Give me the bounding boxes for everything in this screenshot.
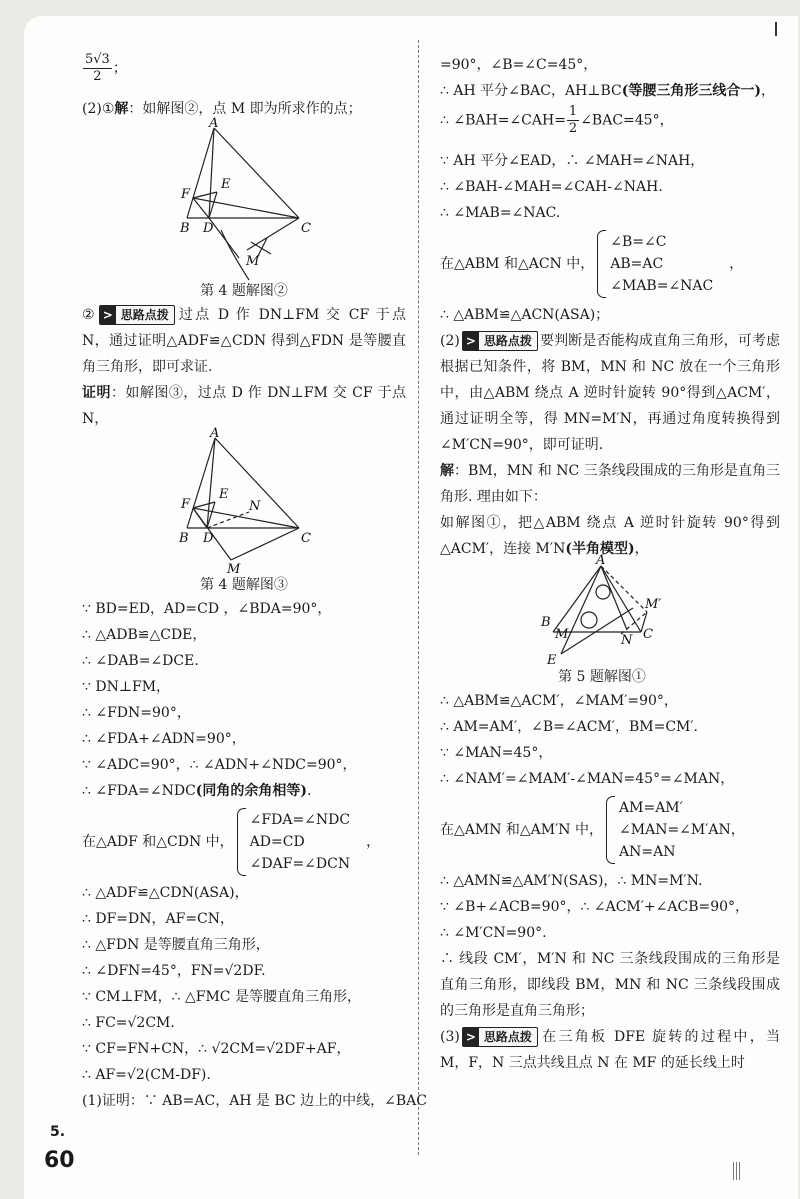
- proof-text: ∴ AH 平分∠BAC，AH⊥BC: [440, 83, 622, 99]
- page-edge-bars: [733, 1162, 742, 1184]
- system-line: AM=AM′: [619, 800, 683, 816]
- proof-line: ∴ △ABM≌△ACN(ASA)；: [440, 307, 610, 323]
- proof-line: ∴ ∠FDA+∠ADN=90°，: [82, 731, 246, 747]
- fraction-denominator: 2: [93, 69, 102, 84]
- figure-4-3-diagram: [169, 426, 319, 577]
- proof-line: ∴ △ADB≌△CDE，: [82, 627, 207, 643]
- fraction-line: [82, 52, 406, 96]
- figure-4-3-caption: 第 4 题解图③: [200, 577, 288, 593]
- system-line: ∠MAN=∠M′AN，: [619, 822, 745, 838]
- proof-line: ∴ ∠NAM′=∠MAM′-∠MAN=45°=∠MAN，: [440, 771, 735, 787]
- rotation-paragraph: [440, 510, 780, 562]
- sub2-text: ：如解图②，点 M 即为所求作的点；: [128, 101, 362, 117]
- page-number: 60: [44, 1148, 75, 1173]
- question-number: 5.: [50, 1124, 66, 1140]
- label-m: M: [227, 562, 241, 577]
- chevron-right-icon: >: [463, 1028, 479, 1046]
- column-divider: [418, 40, 419, 1155]
- label-e: E: [219, 487, 229, 502]
- system-line: ∠MAB=∠NAC: [610, 278, 714, 294]
- label-m: M: [555, 627, 569, 642]
- figure-4-3: [82, 426, 406, 596]
- sub2-lead: (2): [440, 333, 460, 349]
- proof-line: ∴ △ABM≌△ACM′，∠MAM′=90°，: [440, 693, 678, 709]
- sub2-line: [82, 96, 406, 122]
- label-a: A: [210, 426, 220, 441]
- proof-line: ∴ AF=√2(CM-DF).: [82, 1067, 211, 1083]
- label-e: E: [547, 653, 557, 668]
- hint-tag-label: 思路点拨: [120, 308, 169, 322]
- sub2-label: 解: [114, 101, 129, 117]
- rotation-text: 如解图①，把△ABM 绕点 A 逆时针旋转 90°得到△ACM′，连接 M′N: [440, 515, 780, 557]
- equation-system-2: [440, 230, 780, 298]
- system-tail: ，: [729, 256, 744, 272]
- hint-tag-label: 思路点拨: [483, 334, 532, 348]
- label-b: B: [541, 615, 551, 630]
- fraction-numerator: 5√3: [85, 52, 110, 67]
- left-column: [82, 52, 428, 1114]
- hint-text: 过点 D 作 DN⊥FM 交 CF 于点 N，通过证明△ADF≌△CDN 得到△FDN 是等腰直角三角形，即可求证.: [82, 307, 406, 375]
- proof-line: ∴ △ADF≌△CDN(ASA)，: [82, 885, 249, 901]
- system-prefix: 在△AMN 和△AM′N 中，: [440, 822, 604, 838]
- hint-lead: ②: [82, 307, 97, 323]
- system-line: ∠B=∠C: [610, 234, 667, 250]
- label-n: N: [621, 633, 633, 648]
- system-line: AB=AC: [610, 256, 664, 272]
- fraction-denominator: 2: [568, 121, 578, 136]
- proof-text: ∴ ∠FDA=∠NDC: [82, 783, 196, 799]
- hint-paragraph: [82, 302, 406, 380]
- chevron-right-icon: >: [100, 306, 116, 324]
- sub3-hint-paragraph: [440, 1024, 780, 1076]
- system-lines: [610, 231, 713, 297]
- system-line: AD=CD: [249, 834, 305, 850]
- figure-5-1-caption: 第 5 题解图①: [558, 669, 646, 685]
- proof-line: ∴ DF=DN，AF=CN，: [82, 911, 235, 927]
- sub3-lead: (3): [440, 1029, 460, 1045]
- fraction-prefix: ∴ ∠BAH=∠CAH=: [440, 112, 566, 129]
- rotation-end: ，: [634, 541, 649, 557]
- sub2-hint-paragraph: [440, 328, 780, 458]
- label-b: B: [179, 531, 189, 546]
- system-line: ∠FDA=∠NDC: [249, 812, 351, 828]
- conclusion-paragraph: ∴ 线段 CM′，M′N 和 NC 三条线段围成的三角形是直角三角形，即线段 BM，MN 和 NC 三条线段围成的三角形是直角三角形；: [440, 951, 780, 1019]
- bold-note: (等腰三角形三线合一): [621, 83, 761, 99]
- proof-line: ∴ ∠DAB=∠DCE.: [82, 653, 199, 669]
- hint-tag: [462, 331, 538, 351]
- proof-line: ∴ ∠M′CN=90°.: [440, 925, 547, 941]
- right-column: [440, 52, 780, 1076]
- fraction-suffix: ∠BAC=45°，: [580, 112, 674, 129]
- system-lines: [250, 809, 350, 875]
- equation-system-1: [82, 808, 406, 876]
- top-edge-mark: [775, 22, 777, 36]
- figure-5-1: [440, 553, 764, 688]
- left-brace-icon: [237, 808, 246, 876]
- label-f: F: [181, 187, 191, 202]
- fraction: [83, 52, 112, 85]
- system-lines: [619, 797, 745, 863]
- proof-line: ∴ ∠DFN=45°，FN=√2DF.: [82, 963, 266, 979]
- label-f: F: [181, 497, 191, 512]
- system-prefix: 在△ABM 和△ACN 中，: [440, 256, 595, 272]
- sub2-lead: (2)①: [82, 101, 115, 117]
- figure-4-2-caption: 第 4 题解图②: [200, 283, 288, 299]
- left-brace-icon: [606, 796, 615, 864]
- system-prefix: 在△ADF 和△CDN 中，: [82, 834, 234, 850]
- label-n: N: [249, 499, 261, 514]
- label-b: B: [180, 221, 190, 236]
- label-c: C: [301, 221, 311, 236]
- label-c: C: [643, 627, 653, 642]
- proof-line: ∵ ∠B+∠ACB=90°，∴ ∠ACM′+∠ACB=90°，: [440, 899, 750, 915]
- label-e: E: [221, 177, 231, 192]
- solution-label: 解: [440, 463, 455, 479]
- label-d: D: [203, 221, 214, 236]
- solution-paragraph: [440, 458, 780, 510]
- proof-line: ∴ AM=AM′，∠B=∠ACM′，BM=CM′.: [440, 719, 699, 735]
- proof-end: .: [307, 783, 312, 799]
- label-c: C: [301, 531, 311, 546]
- figure-4-2-diagram: [169, 116, 319, 280]
- fraction: [567, 104, 579, 137]
- proof-line: ∵ CM⊥FM，∴ △FMC 是等腰直角三角形，: [82, 989, 361, 1005]
- system-line: ∠DAF=∠DCN: [249, 856, 351, 872]
- label-m-prime: M′: [645, 597, 662, 612]
- proof-line: ∴ △FDN 是等腰直角三角形，: [82, 937, 270, 953]
- proof-line: =90°，∠B=∠C=45°，: [440, 57, 598, 73]
- proof-line: ∴ ∠MAB=∠NAC.: [440, 205, 561, 221]
- proof-line: ∴ ∠BAH-∠MAH=∠CAH-∠NAH.: [440, 179, 663, 195]
- proof-label: 证明: [82, 385, 111, 401]
- proof-line-note: [82, 778, 406, 804]
- bold-note: (同角的余角相等): [195, 783, 308, 799]
- solution-text: ：BM，MN 和 NC 三条线段围成的三角形是直角三角形. 理由如下：: [440, 463, 780, 505]
- fraction-line: [440, 104, 780, 148]
- proof-text: ：如解图③，过点 D 作 DN⊥FM 交 CF 于点 N，: [82, 385, 407, 427]
- proof-line: ∴ △AMN≌△AM′N(SAS)，∴ MN=M′N.: [440, 873, 703, 889]
- proof-line: ∵ ∠ADC=90°，∴ ∠ADN+∠NDC=90°，: [82, 757, 357, 773]
- fraction-tail: ；: [112, 60, 127, 77]
- label-a: A: [209, 116, 219, 131]
- label-a: A: [596, 553, 606, 568]
- hint-text: 要判断是否能构成直角三角形，可考虑根据已知条件，将 BM，MN 和 NC 放在一个三角形中，由△ABM 绕点 A 逆时针旋转 90°得到△ACM′，通过证明全等，得 MN=M′N，再通过角度转换得到∠M′CN=90°，即可证明.: [440, 333, 780, 453]
- proof-line: ∵ BD=ED，AD=CD ，∠BDA=90°，: [82, 601, 332, 617]
- system-line: AN=AN: [619, 844, 676, 860]
- figure-4-2: [82, 116, 406, 302]
- hint-tag: [99, 305, 175, 325]
- figure-5-1-diagram: [537, 553, 667, 668]
- proof-line: ∵ AH 平分∠EAD，∴ ∠MAH=∠NAH，: [440, 153, 705, 169]
- chevron-right-icon: >: [463, 332, 479, 350]
- question-5-line: (1)证明：∵ AB=AC，AH 是 BC 边上的中线，∠BAC: [82, 1093, 428, 1109]
- hint-tag: [462, 1027, 538, 1047]
- proof-line: ∵ DN⊥FM，: [82, 679, 171, 695]
- proof-line: ∵ ∠MAN=45°，: [440, 745, 553, 761]
- proof-intro: [82, 380, 406, 432]
- hint-text: 在三角板 DFE 旋转的过程中，当 M，F，N 三点共线且点 N 在 MF 的延长线上时: [440, 1029, 780, 1071]
- proof-line: ∴ FC=√2CM.: [82, 1015, 175, 1031]
- left-brace-icon: [597, 230, 606, 298]
- proof-line: ∴ ∠FDN=90°，: [82, 705, 191, 721]
- proof-end: ，: [760, 83, 775, 99]
- equation-system-3: [440, 796, 780, 864]
- hint-tag-label: 思路点拨: [483, 1030, 532, 1044]
- proof-line-note: [440, 78, 780, 104]
- fraction-numerator: 1: [568, 104, 578, 119]
- label-d: D: [203, 531, 214, 546]
- proof-line: ∵ CF=FN+CN，∴ √2CM=√2DF+AF，: [82, 1041, 351, 1057]
- system-tail: ，: [366, 834, 381, 850]
- label-m: M: [246, 254, 260, 269]
- bold-note: (半角模型): [565, 541, 635, 557]
